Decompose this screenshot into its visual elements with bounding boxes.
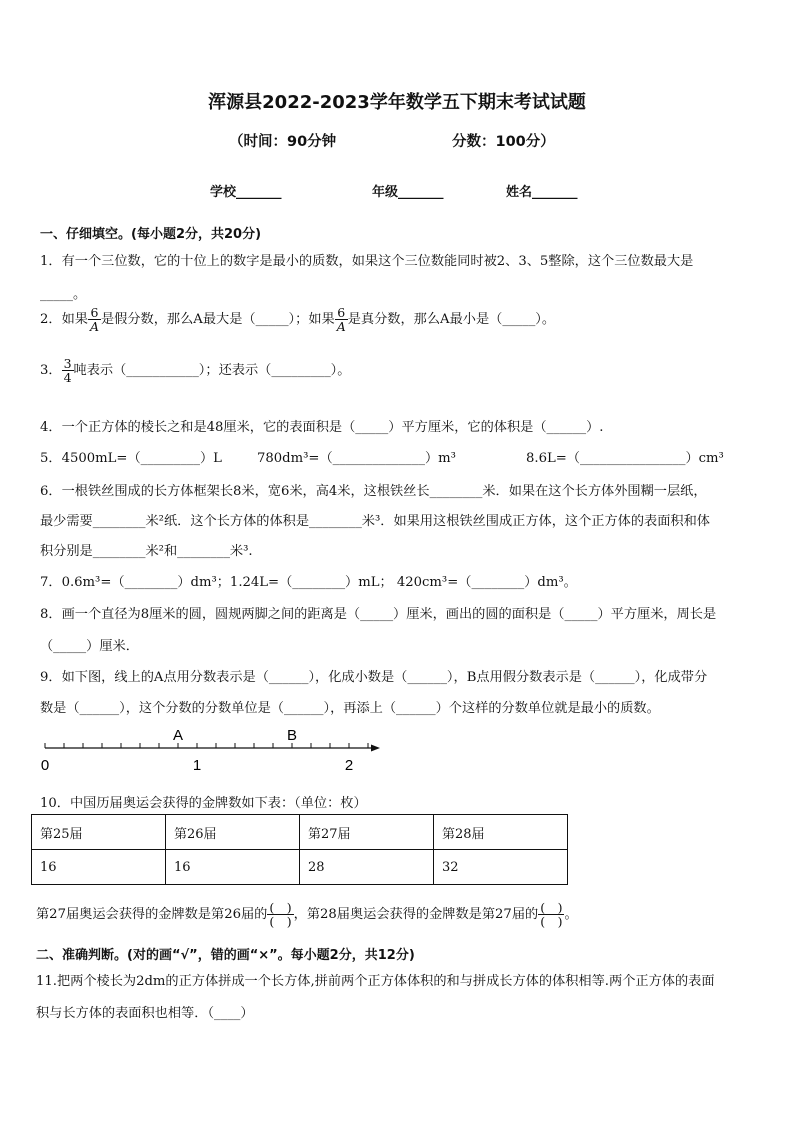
table-row: [32, 850, 568, 885]
score-label: 分数：100分）: [452, 134, 555, 150]
q8-line-2: （_____）厘米．: [40, 639, 139, 654]
q11-line-2: 积与长方体的表面积也相等．（____）: [36, 1006, 254, 1021]
q2-text-c: 是真分数，那么A最小是（_____）。: [347, 312, 556, 328]
q5-part-a: 5．4500mL=（_________）L: [40, 451, 222, 466]
table-cell: 16: [166, 850, 300, 885]
q3-text-b: 吨表示（___________）；还表示（_________）。: [73, 363, 351, 379]
q1-line-1: 1．有一个三位数，它的十位上的数字是最小的质数，如果这个三位数能同时被2、3、5整除，这个三位数最大是: [40, 254, 694, 269]
time-label: （时间：90分钟: [229, 134, 337, 150]
table-header-cell: 第25届: [32, 815, 166, 850]
q6-line-3: 积分别是________米²和________米³.: [40, 544, 253, 559]
q5-part-c: 8.6L=（________________）cm³: [526, 451, 724, 466]
question-3: [40, 357, 350, 384]
q10-intro: 10．中国历届奥运会获得的金牌数如下表：（单位：枚）: [40, 796, 367, 811]
number-line-point-a: A: [172, 727, 184, 744]
table-cell: 28: [300, 850, 434, 885]
q3-fraction: [62, 357, 74, 384]
question-2: [40, 306, 555, 333]
q2-f2-denominator: A: [336, 319, 346, 335]
q2-f2-numerator: 6: [337, 305, 346, 320]
q3-denominator: 4: [63, 370, 72, 386]
q5-part-b: 780dm³=（______________）m³: [257, 451, 456, 466]
section-2-heading: 二、准确判断。(对的画“√”，错的画“×”。每小题2分，共12分): [36, 948, 415, 963]
q10-f2-numerator: ( ): [540, 900, 563, 915]
question-4: 4．一个正方体的棱长之和是48厘米，它的表面积是（_____）平方厘米，它的体积是（______）.: [40, 420, 604, 435]
school-field: 学校_______: [210, 185, 282, 200]
gold-medal-table: [31, 814, 568, 885]
q11-line-1: 11.把两个棱长为2dm的正方体拼成一个长方体,拼前两个正方体体积的和与拼成长方体的体积相等.两个正方体的表面: [36, 974, 715, 989]
q10-f1-denominator: ( ): [269, 914, 292, 930]
q8-line-1: 8．画一个直径为8厘米的圆，圆规两脚之间的距离是（_____）厘米，画出的圆的面积是（_____）平方厘米，周长是: [40, 607, 717, 622]
number-line: [36, 725, 386, 775]
q3-text-a: 3．: [40, 363, 62, 379]
q1-line-2: _____。: [40, 287, 87, 302]
table-cell: 32: [434, 850, 568, 885]
q3-numerator: 3: [63, 356, 72, 371]
q10-f1-numerator: ( ): [269, 900, 292, 915]
question-7: 7．0.6m³=（________）dm³；1.24L=（________）mL； 420cm³=（________）dm³。: [40, 575, 577, 590]
number-line-label-0: 0: [40, 757, 50, 774]
q10-fraction-2: [538, 901, 564, 928]
number-line-ticks: [45, 743, 368, 748]
table-header-cell: 第28届: [434, 815, 568, 850]
q2-fraction-2: [335, 306, 348, 333]
q10-followup: [36, 901, 578, 928]
number-line-label-1: 1: [192, 757, 202, 774]
q6-line-2: 最少需要________米²纸．这个长方体的体积是________米³．如果用这根铁丝围成正方体，这个正方体的表面积和体: [40, 514, 710, 529]
q2-text-b: 是假分数，那么A最大是（_____）；如果: [100, 312, 335, 328]
q2-fraction-1: [88, 306, 101, 333]
q2-f1-denominator: A: [89, 319, 99, 335]
table-header-row: [32, 815, 568, 850]
section-1-heading: 一、仔细填空。(每小题2分，共20分): [40, 227, 262, 242]
q2-text-a: 2．如果: [40, 312, 88, 328]
grade-field: 年级_______: [372, 185, 444, 200]
q2-f1-numerator: 6: [90, 305, 99, 320]
name-field: 姓名_______: [506, 185, 578, 200]
q10-text-c: 。: [564, 907, 578, 923]
page-title: 浑源县2022-2023学年数学五下期末考试试题: [208, 92, 586, 113]
number-line-arrow: [371, 745, 380, 752]
table-header-cell: 第27届: [300, 815, 434, 850]
q10-text-a: 第27届奥运会获得的金牌数是第26届的: [36, 907, 268, 923]
q10-text-b: ，第28届奥运会获得的金牌数是第27届的: [293, 907, 539, 923]
q10-f2-denominator: ( ): [540, 914, 563, 930]
q9-line-2: 数是（______），这个分数的分数单位是（______），再添上（______）个这样的分数单位就是最小的质数。: [40, 701, 660, 716]
number-line-point-b: B: [286, 727, 298, 744]
q6-line-1: 6．一根铁丝围成的长方体框架长8米，宽6米，高4米，这根铁丝长________米．如果在这个长方体外围糊一层纸，: [40, 484, 707, 499]
q9-line-1: 9．如下图，线上的A点用分数表示是（______），化成小数是（______），B点用假分数表示是（______），化成带分: [40, 670, 708, 685]
table-header-cell: 第26届: [166, 815, 300, 850]
table-cell: 16: [32, 850, 166, 885]
q10-fraction-1: [267, 901, 293, 928]
number-line-label-2: 2: [344, 757, 354, 774]
